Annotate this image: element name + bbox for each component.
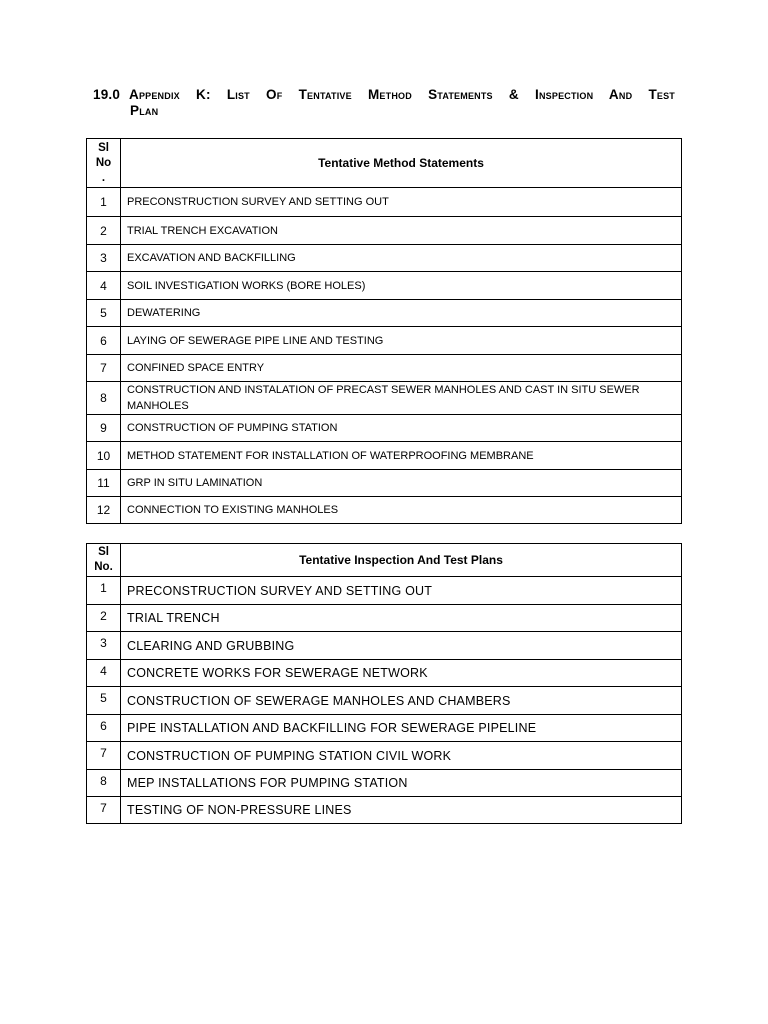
method-statements-body [87,188,682,524]
header-sl-no: Sl No. [87,544,121,577]
header-sl-no: Sl No . [87,139,121,188]
row-text: CONSTRUCTION OF PUMPING STATION [121,415,682,442]
row-number: 7 [87,797,121,824]
table-row [87,382,682,415]
table-header-row [87,544,682,577]
table-row [87,715,682,742]
row-text: METHOD STATEMENT FOR INSTALLATION OF WATERPROOFING MEMBRANE [121,442,682,470]
row-number: 3 [87,245,121,272]
row-text: TRIAL TRENCH EXCAVATION [121,217,682,245]
row-number: 11 [87,470,121,497]
header-title: Tentative Inspection And Test Plans [121,544,682,577]
row-text: CONNECTION TO EXISTING MANHOLES [121,497,682,524]
row-number: 6 [87,715,121,742]
table-row [87,742,682,770]
table-row [87,442,682,470]
table-row [87,687,682,715]
row-text: MEP INSTALLATIONS FOR PUMPING STATION [121,770,682,797]
row-text: PRECONSTRUCTION SURVEY AND SETTING OUT [121,577,682,605]
table-header-row [87,139,682,188]
row-number: 9 [87,415,121,442]
table-row [87,770,682,797]
table-row [87,415,682,442]
table-row [87,605,682,632]
row-text: PIPE INSTALLATION AND BACKFILLING FOR SEWERAGE PIPELINE [121,715,682,742]
table-row [87,797,682,824]
row-number: 5 [87,687,121,715]
table-row [87,217,682,245]
row-number: 7 [87,742,121,770]
row-number: 1 [87,188,121,217]
table-row [87,188,682,217]
row-number: 1 [87,577,121,605]
heading-number: 19.0 [93,87,121,102]
row-text: EXCAVATION AND BACKFILLING [121,245,682,272]
heading-title-line1: Appendix K: List Of Tentative Method Statements & Inspection And Test [129,87,675,102]
row-text: LAYING OF SEWERAGE PIPE LINE AND TESTING [121,327,682,355]
header-title: Tentative Method Statements [121,139,682,188]
row-number: 12 [87,497,121,524]
appendix-heading [93,87,675,119]
row-text: CONCRETE WORKS FOR SEWERAGE NETWORK [121,660,682,687]
row-number: 2 [87,217,121,245]
row-number: 4 [87,272,121,300]
table-row [87,632,682,660]
row-number: 5 [87,300,121,327]
row-text: CONSTRUCTION OF SEWERAGE MANHOLES AND CHAMBERS [121,687,682,715]
row-text: TRIAL TRENCH [121,605,682,632]
row-text: GRP IN SITU LAMINATION [121,470,682,497]
row-number: 3 [87,632,121,660]
inspection-plans-table [86,543,682,824]
row-text: CONSTRUCTION OF PUMPING STATION CIVIL WORK [121,742,682,770]
heading-title-line2: Plan [130,103,159,118]
row-text: CONFINED SPACE ENTRY [121,355,682,382]
row-text: TESTING OF NON-PRESSURE LINES [121,797,682,824]
row-text: DEWATERING [121,300,682,327]
table-row [87,272,682,300]
row-text: CLEARING AND GRUBBING [121,632,682,660]
row-text: CONSTRUCTION AND INSTALATION OF PRECAST SEWER MANHOLES AND CAST IN SITU SEWER MANHOLES [121,382,682,415]
table-row [87,577,682,605]
row-text: SOIL INVESTIGATION WORKS (BORE HOLES) [121,272,682,300]
method-statements-table [86,138,682,524]
table-row [87,327,682,355]
row-number: 6 [87,327,121,355]
table-row [87,470,682,497]
row-number: 10 [87,442,121,470]
table-row [87,355,682,382]
inspection-plans-body [87,577,682,824]
row-number: 4 [87,660,121,687]
table-row [87,497,682,524]
table-row [87,660,682,687]
row-number: 2 [87,605,121,632]
row-number: 8 [87,382,121,415]
row-text: PRECONSTRUCTION SURVEY AND SETTING OUT [121,188,682,217]
row-number: 7 [87,355,121,382]
table-row [87,300,682,327]
row-number: 8 [87,770,121,797]
table-row [87,245,682,272]
